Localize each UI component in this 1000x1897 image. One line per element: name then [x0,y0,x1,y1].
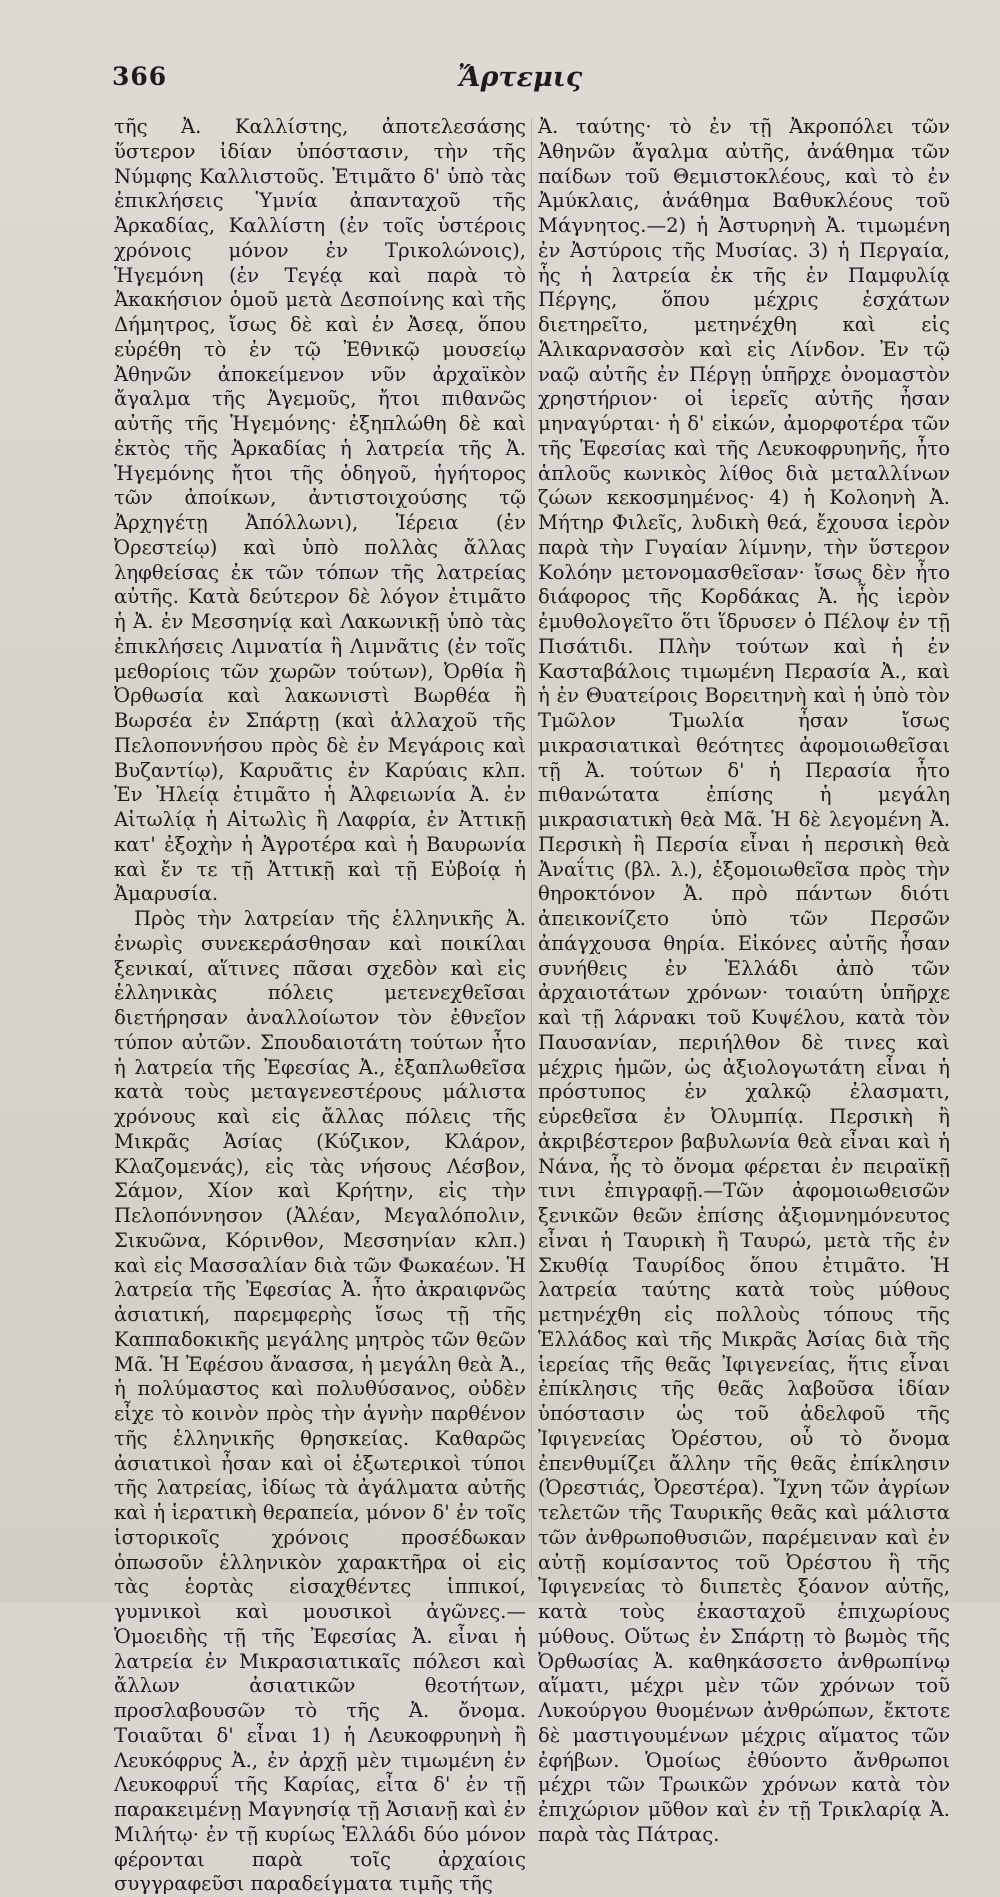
page-number: 366 [112,62,168,91]
running-head: Ἄρτεμις [458,62,583,93]
column-divider [531,118,532,1578]
right-paragraph-1: Ἀ. ταύτης· τὸ ἐν τῇ Ἀκροπόλει τῶν Ἀθηνῶν ἄγαλμα αὐτῆς, ἀνάθημα τῶν παίδων τοῦ Θεμιστοκλέους, καὶ τὸ ἐν Ἀμύκλαις, ἀνάθημα Βαθυκλέους τοῦ Μάγνητος.—2) ἡ Ἀστυρηνὴ Ἀ. τιμωμένη ἐν Ἀστύροις τῆς Μυσίας. 3) ἡ Περγαία, ἧς ἡ λατρεία ἐκ τῆς ἐν Παμφυλίᾳ Πέργης, ὅπου μέχρις ἐσχάτων διετηρεῖτο, μετηνέχθη καὶ εἰς Ἁλικαρνασσὸν καὶ εἰς Λίνδον. Ἐν τῷ ναῷ αὐτῆς ἐν Πέργῃ ὑπῆρχε ὀνομαστὸν χρηστήριον· οἱ ἱερεῖς αὐτῆς ἦσαν μηναγύρται· ἡ δ' εἰκών, ἀμορφοτέρα τῶν τῆς Ἐφεσίας καὶ τῆς Λευκοφρυηνῆς, ἦτο ἁπλοῦς κωνικὸς λίθος διὰ μεταλλίνων ζώων κεκοσμημένος· 4) ἡ Κολοηνὴ Ἀ. Μήτηρ Φιλεῖς, λυδικὴ θεά, ἔχουσα ἱερὸν παρὰ τὴν Γυγαίαν λίμνην, τὴν ὕστερον Κολόην μετονομασθεῖσαν· ἴσως δὲν ἦτο διάφορος τῆς Κορδάκας Ἀ. ἧς ἱερὸν ἐμυθολογεῖτο ὅτι ἵδρυσεν ὁ Πέλοψ ἐν τῇ Πισάτιδι. Πλὴν τούτων καὶ ἡ ἐν Κασταβάλοις τιμωμένη Περασία Ἀ., καὶ ἡ ἐν Θυατείροις Βορειτηνὴ καὶ ἡ ὑπὸ τὸν Τμῶλον Τμωλία ἦσαν ἴσως μικρασιατικαὶ θεότητες ἀφομοιωθεῖσαι τῇ Ἀ. τούτων δ' ἡ Περασία ἦτο πιθανώτατα ἐπίσης ἡ μεγάλη μικρασιατικὴ θεὰ Μᾶ. Ἡ δὲ λεγομένη Ἀ. Περσικὴ ἢ Περσία εἶναι ἡ περσικὴ θεὰ Ἀναΐτις (βλ. λ.), ἐξομοιωθεῖσα πρὸς τὴν θηροκτόνον Ἀ. πρὸ πάντων διότι ἀπεικονίζετο ὑπὸ τῶν Περσῶν ἀπάγχουσα θηρία. Εἰκόνες αὐτῆς ἦσαν συνήθεις ἐν Ἑλλάδι ἀπὸ τῶν ἀρχαιοτάτων χρόνων· τοιαύτη ὑπῆρχε καὶ τῇ λάρνακι τοῦ Κυψέλου, κατὰ τὸν Παυσανίαν, περιήλθον δὲ τινες καὶ μέχρις ἡμῶν, ὡς ἀξιολογωτάτη εἶναι ἡ πρόστυπος ἐν χαλκῷ ἐλασματι, εὑρεθεῖσα ἐν Ὀλυμπίᾳ. Περσικὴ ἢ ἀκριβέστερον βαβυλωνία θεὰ εἶναι καὶ ἡ Νάνα, ἧς τὸ ὄνομα φέρεται ἐν πειραϊκῇ τινι ἐπιγραφῇ.—Τῶν ἀφομοιωθεισῶν ξενικῶν θεῶν ἐπίσης ἀξιομνημόνευτος εἶναι ἡ Ταυρικὴ ἢ Ταυρώ, μετὰ τῆς ἐν Σκυθίᾳ Ταυρίδος ὅπου ἐτιμᾶτο. Ἡ λατρεία ταύτης κατὰ τοὺς μύθους μετηνέχθη εἰς πολλοὺς τόπους τῆς Ἑλλάδος καὶ τῆς Μικρᾶς Ἀσίας διὰ τῆς ἱερείας τῆς θεᾶς Ἰφιγενείας, ἥτις εἶναι ἐπίκλησις τῆς θεᾶς λαβοῦσα ἰδίαν ὑπόστασιν ὡς τοῦ ἀδελφοῦ τῆς Ἰφιγενείας Ὀρέστου, οὗ τὸ ὄνομα ἐπενθυμίζει ἄλλην τῆς θεᾶς ἐπίκλησιν (Ὀρεστιάς, Ὀρεστέρα). Ἴχνη τῶν ἀγρίων τελετῶν τῆς Ταυρικῆς θεᾶς καὶ μάλιστα τῶν ἀνθρωποθυσιῶν, παρέμειναν καὶ ἐν αὐτῇ κομίσαντος τοῦ Ὀρέστου ἢ τῆς Ἰφιγενείας τὸ διιπετὲς ξόανον αὐτῆς, κατὰ τοὺς ἑκασταχοῦ ἐπιχωρίους μύθους. Οὕτως ἐν Σπάρτῃ τὸ βωμὸς τῆς Ὀρθωσίας Ἀ. καθηκάσσετο ἀνθρωπίνῳ αἵματι, μέχρι μὲν τῶν χρόνων τοῦ Λυκούργου θυομένων ἀνθρώπων, ἔκτοτε δὲ μαστιγουμένων μέχρις αἵματος τῶν ἐφήβων. Ὁμοίως ἐθύοντο ἄνθρωποι μέχρι τῶν Τρωικῶν χρόνων κατὰ τὸν ἐπιχώριον μῦθον καὶ ἐν τῇ Τρικλαρίᾳ Ἀ. παρὰ τὰς Πάτρας. [538,115,950,1846]
left-column [114,115,526,1897]
page-header [0,62,1000,102]
right-column [538,115,950,1848]
left-paragraph-2: Πρὸς τὴν λατρείαν τῆς ἑλληνικῆς Ἀ. ἐνωρὶς συνεκεράσθησαν καὶ ποικίλαι ξενικαί, αἵτινες πᾶσαι σχεδὸν καὶ εἰς ἑλληνικὰς πόλεις μετενεχθεῖσαι διετήρησαν ἀναλλοίωτον τὸν ἐθνεῖον τύπον αὐτῶν. Σπουδαιοτάτη τούτων ἦτο ἡ λατρεία τῆς Ἐφεσίας Ἀ., ἐξαπλωθεῖσα κατὰ τοὺς μεταγενεστέρους μάλιστα χρόνους καὶ εἰς ἄλλας πόλεις τῆς Μικρᾶς Ἀσίας (Κύζικον, Κλάρον, Κλαζομενάς), εἰς τὰς νήσους Λέσβον, Σάμον, Χίον καὶ Κρήτην, εἰς τὴν Πελοπόννησον (Ἀλέαν, Μεγαλόπολιν, Σικυῶνα, Κόρινθον, Μεσσηνίαν κλπ.) καὶ εἰς Μασσαλίαν διὰ τῶν Φωκαέων. Ἡ λατρεία τῆς Ἐφεσίας Ἀ. ἦτο ἀκραιφνῶς ἀσιατική, παρεμφερὴς ἴσως τῇ τῆς Καππαδοκικῆς μεγάλης μητρὸς τῶν θεῶν Μᾶ. Ἡ Ἐφέσου ἄνασσα, ἡ μεγάλη θεὰ Ἀ., ἡ πολύμαστος καὶ πολυθύσανος, οὐδὲν εἶχε τὸ κοινὸν πρὸς τὴν ἁγνὴν παρθένον τῆς ἑλληνικῆς θρησκείας. Καθαρῶς ἀσιατικοὶ ἦσαν καὶ οἱ ἐξωτερικοὶ τύποι τῆς λατρείας, ἰδίως τὰ ἀγάλματα αὐτῆς καὶ ἡ ἱερατικὴ θεραπεία, μόνον δ' ἐν τοῖς ἱστορικοῖς χρόνοις προσέδωκαν ὁπωσοῦν ἑλληνικὸν χαρακτῆρα οἱ εἰς τὰς ἑορτὰς εἰσαχθέντες ἱππικοί, γυμνικοὶ καὶ μουσικοὶ ἀγῶνες.—Ὁμοειδὴς τῇ τῆς Ἐφεσίας Ἀ. εἶναι ἡ λατρεία ἐν Μικρασιατικαῖς πόλεσι καὶ ἄλλων ἀσιατικῶν θεοτήτων, προσλαβουσῶν τὸ τῆς Ἀ. ὄνομα. Τοιαῦται δ' εἶναι 1) ἡ Λευκοφρυηνὴ ἢ Λευκόφρυς Ἀ., ἐν ἀρχῇ μὲν τιμωμένη ἐν Λευκοφρυΐ τῆς Καρίας, εἶτα δ' ἐν τῇ παρακειμένῃ Μαγνησίᾳ τῇ Ἀσιανῇ καὶ ἐν Μιλήτῳ· ἐν τῇ κυρίως Ἑλλάδι δύο μόνον φέρονται παρὰ τοῖς ἀρχαίοις συγγραφεῦσι παραδείγματα τιμῆς τῆς [114,907,526,1896]
left-paragraph-1: τῆς Ἀ. Καλλίστης, ἀποτελεσάσης ὕστερον ἰδίαν ὑπόστασιν, τὴν τῆς Νύμφης Καλλιστοῦς. Ἐτιμᾶτο δ' ὑπὸ τὰς ἐπικλήσεις Ὑμνία ἀπανταχοῦ τῆς Ἀρκαδίας, Καλλίστη (ἐν τοῖς ὑστέροις χρόνοις μόνον ἐν Τρικολώνοις), Ἡγεμόνη (ἐν Τεγέᾳ καὶ παρὰ τὸ Ἀκακήσιον ὁμοῦ μετὰ Δεσποίνης καὶ τῆς Δήμητρος, ἴσως δὲ καὶ ἐν Ἀσεᾳ, ὅπου εὑρέθη τὸ ἐν τῷ Ἐθνικῷ μουσείῳ Ἀθηνῶν ἀποκείμενον νῦν ἀρχαϊκὸν ἄγαλμα τῆς Ἀγεμοῦς, ἤτοι πιθανῶς αὐτῆς τῆς Ἡγεμόνης· ἐξηπλώθη δὲ καὶ ἐκτὸς τῆς Ἀρκαδίας ἡ λατρεία τῆς Ἀ. Ἡγεμόνης ἤτοι τῆς ὁδηγοῦ, ἡγήτορος τῶν ἀποίκων, ἀντιστοιχούσης τῷ Ἀρχηγέτῃ Ἀπόλλωνι), Ἱέρεια (ἐν Ὀρεστείῳ) καὶ ὑπὸ πολλὰς ἄλλας ληφθείσας ἐκ τῶν τόπων τῆς λατρείας αὐτῆς. Κατὰ δεύτερον δὲ λόγον ἐτιμᾶτο ἡ Ἀ. ἐν Μεσσηνίᾳ καὶ Λακωνικῇ ὑπὸ τὰς ἐπικλήσεις Λιμνατία ἢ Λιμνᾶτις (ἐν τοῖς μεθορίοις τῶν χωρῶν τούτων), Ὀρθία ἢ Ὀρθωσία καὶ λακωνιστὶ Βωρθέα ἢ Βωρσέα ἐν Σπάρτῃ (καὶ ἀλλαχοῦ τῆς Πελοποννήσου πρὸς δὲ ἐν Μεγάροις καὶ Βυζαντίῳ), Καρυᾶτις ἐν Καρύαις κλπ. Ἐν Ἠλείᾳ ἐτιμᾶτο ἡ Ἀλφειωνία Ἀ. ἐν Αἰτωλίᾳ ἡ Αἰτωλὶς ἢ Λαφρία, ἐν Ἀττικῇ κατ' ἐξοχὴν ἡ Ἀγροτέρα καὶ ἡ Βαυρωνία καὶ ἔν τε τῇ Ἀττικῇ καὶ τῇ Εὐβοίᾳ ἡ Ἀμαρυσία. [114,115,526,906]
